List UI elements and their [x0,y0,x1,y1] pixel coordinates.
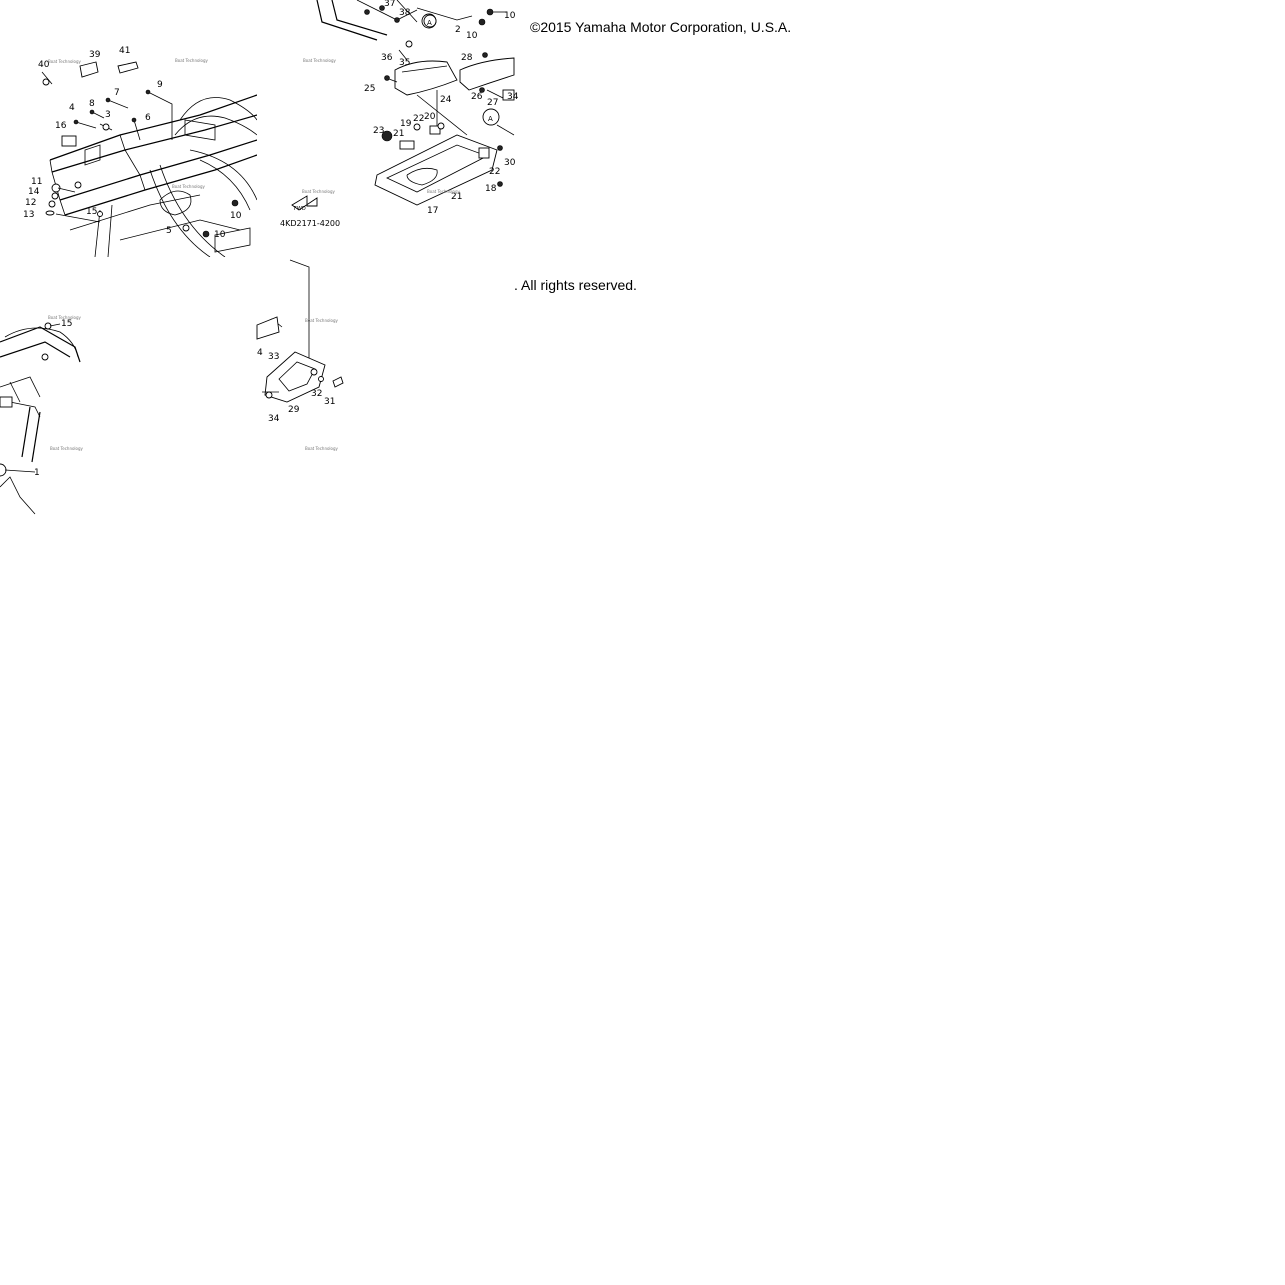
diagram-tile-guards [257,0,519,257]
label-34: 34 [268,414,280,424]
label-10b: 10 [214,230,226,240]
label-22b: 22 [489,167,501,177]
fwd-label: FWD [294,206,306,212]
watermark: Boat Technology [305,446,338,451]
label-10b: 10 [466,31,478,41]
label-21a: 21 [393,129,405,139]
rear-guard-drawing [257,257,514,514]
watermark: Boat Technology [48,315,81,320]
label-5: 5 [166,226,172,236]
watermark: Boat Technology [302,189,335,194]
label-17: 17 [427,206,439,216]
label-19: 19 [400,119,412,129]
label-30: 30 [504,158,516,168]
label-18: 18 [485,184,497,194]
label-14: 14 [28,187,40,197]
label-12: 12 [25,198,37,208]
label-2: 2 [455,25,461,35]
guards-drawing [257,0,519,257]
label-26: 26 [471,92,483,102]
label-9: 9 [157,80,163,90]
watermark: Boat Technology [427,189,460,194]
label-25: 25 [364,84,376,94]
diagram-tile-rear-guard [257,257,514,514]
watermark: Boat Technology [48,59,81,64]
label-34: 34 [507,92,519,102]
label-32: 32 [311,389,323,399]
callout-a-lower: A [488,115,493,123]
label-4: 4 [69,103,75,113]
label-37: 37 [384,0,396,9]
label-35: 35 [399,58,411,68]
watermark: Boat Technology [172,184,205,189]
label-39: 39 [89,50,101,60]
watermark: Boat Technology [50,446,83,451]
copyright-text: ©2015 Yamaha Motor Corporation, U.S.A. [530,19,792,35]
label-21b: 21 [451,192,463,202]
label-15: 15 [61,319,73,329]
label-22a: 22 [413,114,425,124]
rights-text: . All rights reserved. [514,277,637,293]
label-6: 6 [145,113,151,123]
label-10a: 10 [230,211,242,221]
label-7: 7 [114,88,120,98]
part-code: 4KD2171-4200 [280,219,341,228]
label-8: 8 [89,99,95,109]
watermark: Boat Technology [303,58,336,63]
label-4: 4 [257,348,263,358]
diagram-tile-frame-front [0,0,257,257]
label-28: 28 [461,53,473,63]
label-24: 24 [440,95,452,105]
watermark: Boat Technology [305,318,338,323]
label-3: 3 [105,110,111,120]
label-23: 23 [373,126,385,136]
label-20: 20 [424,112,436,122]
label-13: 13 [23,210,35,220]
label-27: 27 [487,98,499,108]
label-40: 40 [38,60,50,70]
watermark: Boat Technology [175,58,208,63]
label-38: 38 [399,8,411,18]
label-11: 11 [31,177,43,187]
frame-front-drawing [0,0,257,257]
frame-rear-drawing [0,257,257,514]
label-41: 41 [119,46,131,56]
diagram-tile-frame-rear [0,257,257,514]
label-33: 33 [268,352,280,362]
label-36: 36 [381,53,393,63]
label-16: 16 [55,121,67,131]
label-29: 29 [288,405,300,415]
label-15: 15 [86,207,98,217]
label-1: 1 [34,468,40,478]
callout-a-upper: A [427,19,432,27]
label-10a: 10 [504,11,516,21]
label-31: 31 [324,397,336,407]
